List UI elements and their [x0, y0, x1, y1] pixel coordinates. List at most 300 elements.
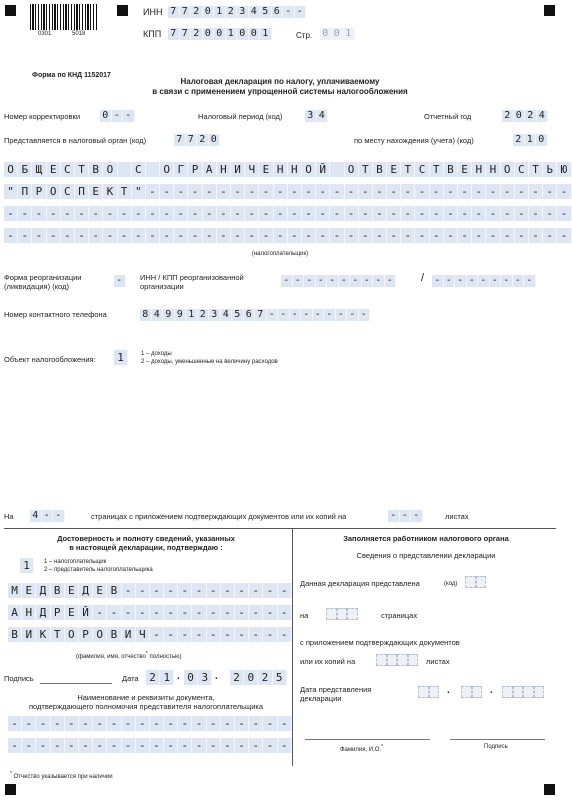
char-cell: "	[132, 184, 146, 199]
char-cell: Е	[65, 605, 79, 620]
char-cell: -	[501, 206, 515, 221]
char-cell	[502, 686, 513, 698]
sign-line[interactable]	[450, 739, 545, 740]
char-cell: -	[444, 228, 458, 243]
char-cell: -	[263, 605, 277, 620]
char-cell: -	[472, 228, 486, 243]
char-cell: -	[458, 228, 472, 243]
char-cell: -	[345, 228, 359, 243]
char-cell: -	[313, 309, 325, 321]
char-cell: -	[401, 184, 415, 199]
doc-title-2: подтверждающего полномочия представителя налогоплательщика	[28, 702, 264, 711]
char-cell: -	[467, 275, 479, 287]
char-cell: 1	[214, 6, 226, 18]
char-cell: -	[136, 605, 150, 620]
char-cell: -	[432, 275, 444, 287]
char-cell: -	[192, 716, 206, 731]
char-cell	[472, 686, 483, 698]
char-cell	[465, 576, 476, 588]
char-cell: -	[231, 206, 245, 221]
office-fio-caption-text: Фамилия, И.О.	[340, 747, 382, 753]
char-cell	[513, 686, 524, 698]
date-month-field[interactable]	[184, 670, 212, 685]
signer-field[interactable]	[20, 558, 34, 573]
char-cell: -	[93, 605, 107, 620]
date-year-field[interactable]	[230, 670, 287, 685]
char-cell: -	[79, 738, 93, 753]
char-cell: Н	[288, 162, 302, 177]
char-cell: 2	[226, 6, 238, 18]
char-cell: О	[4, 162, 18, 177]
char-cell: -	[118, 206, 132, 221]
sign-label: Подпись	[4, 674, 34, 683]
char-cell: -	[203, 206, 217, 221]
fio-caption	[76, 651, 181, 661]
char-cell: -	[4, 228, 18, 243]
char-cell: Н	[217, 162, 231, 177]
char-cell: -	[295, 6, 307, 18]
office-sheets-field[interactable]	[376, 654, 418, 666]
char-cell: -	[207, 716, 221, 731]
char-cell: -	[122, 738, 136, 753]
char-cell: 6	[244, 309, 256, 321]
char-cell: 1	[20, 558, 34, 573]
char-cell: -	[178, 583, 192, 598]
char-cell: -	[18, 206, 32, 221]
char-cell: -	[293, 275, 305, 287]
char-cell: -	[278, 605, 292, 620]
char-cell: -	[51, 738, 65, 753]
corner-marker	[544, 5, 555, 16]
char-cell	[429, 686, 440, 698]
char-cell: -	[36, 716, 50, 731]
fio-caption-star: *	[145, 651, 148, 657]
taxpayer-line-1[interactable]	[4, 162, 572, 177]
char-cell: -	[444, 184, 458, 199]
char-cell: 7	[180, 6, 192, 18]
char-cell: 2	[146, 670, 160, 685]
char-cell: -	[359, 206, 373, 221]
barcode-number: 5018	[72, 31, 86, 37]
date-dot: .	[447, 685, 450, 696]
char-cell: -	[93, 716, 107, 731]
char-cell: 0	[100, 110, 112, 122]
char-cell: -	[118, 228, 132, 243]
char-cell: -	[330, 228, 344, 243]
char-cell: 0	[203, 28, 215, 40]
office-date-month[interactable]	[461, 686, 482, 698]
char-cell: -	[359, 228, 373, 243]
char-cell: 2	[191, 6, 203, 18]
char-cell	[376, 654, 387, 666]
char-cell: -	[221, 716, 235, 731]
char-cell: -	[501, 275, 513, 287]
char-cell: -	[22, 738, 36, 753]
char-cell: Р	[79, 627, 93, 642]
doc-line-1[interactable]	[8, 716, 292, 731]
char-cell: -	[32, 206, 46, 221]
char-cell: Р	[32, 184, 46, 199]
form-title-line1: Налоговая декларация по налогу, уплачиваемому	[180, 77, 380, 86]
taxobject-field[interactable]	[114, 350, 128, 365]
char-cell: -	[178, 605, 192, 620]
char-cell: -	[543, 228, 557, 243]
pages-count-field[interactable]	[30, 510, 65, 522]
char-cell: -	[65, 716, 79, 731]
char-cell: -	[164, 605, 178, 620]
reorg-kpp-field[interactable]	[432, 275, 536, 287]
office-sheets-label: листах	[426, 657, 450, 666]
char-cell: -	[61, 228, 75, 243]
taxpayer-line-3[interactable]	[4, 206, 572, 221]
char-cell: Ч	[245, 162, 259, 177]
char-cell: -	[415, 184, 429, 199]
char-cell: -	[557, 184, 571, 199]
char-cell: -	[373, 228, 387, 243]
char-cell: -	[217, 228, 231, 243]
phone-field[interactable]	[140, 309, 370, 321]
char-cell: -	[513, 275, 525, 287]
char-cell: -	[42, 510, 54, 522]
char-cell: -	[301, 309, 313, 321]
char-cell: -	[336, 309, 348, 321]
char-cell: 0	[249, 28, 261, 40]
char-cell: Щ	[32, 162, 46, 177]
char-cell: Й	[316, 162, 330, 177]
char-cell: 2	[230, 670, 244, 685]
tax-office-subtitle: Сведения о представлении декларации	[356, 551, 496, 560]
reorg-inn-field[interactable]	[281, 275, 396, 287]
char-cell: Ч	[136, 627, 150, 642]
corner-marker	[5, 5, 16, 16]
footnote-text: Отчество указывается при наличии	[13, 774, 113, 780]
doc-line-2[interactable]	[8, 738, 292, 753]
char-cell: -	[164, 583, 178, 598]
char-cell: -	[302, 206, 316, 221]
char-cell: 7	[180, 28, 192, 40]
signer-option-2: 2 – представитель налогоплательщика	[44, 567, 153, 573]
location-field[interactable]	[513, 134, 548, 146]
char-cell: -	[107, 738, 121, 753]
char-cell	[337, 608, 348, 620]
char-cell: Т	[359, 162, 373, 177]
char-cell: -	[36, 738, 50, 753]
char-cell: -	[89, 228, 103, 243]
char-cell: С	[415, 162, 429, 177]
char-cell: -	[245, 206, 259, 221]
char-cell: -	[490, 275, 502, 287]
char-cell	[397, 654, 408, 666]
char-cell: Е	[259, 162, 273, 177]
pages-middle: страницах с приложением подтверждающих документов или их копий на	[91, 512, 347, 521]
char-cell: В	[107, 627, 121, 642]
char-cell: -	[150, 583, 164, 598]
char-cell: -	[164, 716, 178, 731]
date-day-field[interactable]	[146, 670, 174, 685]
kpp-field[interactable]	[168, 28, 272, 40]
char-cell: -	[302, 228, 316, 243]
char-cell: -	[472, 206, 486, 221]
char-cell: Т	[118, 184, 132, 199]
char-cell: -	[122, 605, 136, 620]
char-cell: 8	[140, 309, 152, 321]
char-cell: -	[444, 206, 458, 221]
char-cell: -	[107, 605, 121, 620]
char-cell: -	[316, 206, 330, 221]
char-cell: -	[362, 275, 374, 287]
char-cell: -	[345, 184, 359, 199]
office-pages-field[interactable]	[326, 608, 358, 620]
patronymic-field[interactable]	[8, 627, 292, 642]
char-cell: П	[18, 184, 32, 199]
year-field[interactable]	[502, 110, 548, 122]
char-cell: О	[302, 162, 316, 177]
char-cell: -	[458, 184, 472, 199]
char-cell: -	[387, 184, 401, 199]
char-cell: Р	[51, 605, 65, 620]
char-cell: 2	[502, 110, 514, 122]
char-cell: -	[132, 206, 146, 221]
taxpayer-caption: (налогоплательщик)	[251, 251, 309, 257]
char-cell: -	[543, 206, 557, 221]
code-label: (код)	[444, 581, 458, 587]
char-cell: 0	[244, 670, 258, 685]
char-cell: 4	[221, 309, 233, 321]
char-cell: -	[249, 627, 263, 642]
confirm-title-2: в настоящей декларации, подтверждаю :	[69, 543, 223, 552]
char-cell: -	[430, 206, 444, 221]
office-date-year[interactable]	[502, 686, 544, 698]
char-cell: -	[221, 627, 235, 642]
reorg-separator: /	[421, 272, 425, 284]
char-cell: -	[486, 184, 500, 199]
fio-line[interactable]	[305, 739, 430, 740]
char-cell: -	[150, 716, 164, 731]
char-cell: -	[79, 716, 93, 731]
kpp-label: КПП	[143, 29, 162, 39]
char-cell: -	[263, 738, 277, 753]
char-cell: -	[501, 184, 515, 199]
form-title-line2: в связи с применением упрощенной системы налогообложения	[152, 87, 408, 96]
char-cell: -	[61, 206, 75, 221]
office-date-day[interactable]	[418, 686, 439, 698]
char-cell: -	[136, 716, 150, 731]
char-cell: С	[515, 162, 529, 177]
char-cell: 1	[525, 134, 537, 146]
taxobject-option-2: 2 – доходы, уменьшенные на величину расходов	[141, 359, 278, 365]
on-label: на	[300, 611, 309, 620]
char-cell	[418, 686, 429, 698]
char-cell: 0	[237, 28, 249, 40]
char-cell: 5	[273, 670, 287, 685]
char-cell: -	[146, 206, 160, 221]
char-cell: -	[188, 228, 202, 243]
char-cell: С	[61, 184, 75, 199]
char-cell: 0	[536, 134, 548, 146]
char-cell: -	[160, 228, 174, 243]
date-label: Дата	[122, 674, 139, 683]
char-cell: В	[444, 162, 458, 177]
char-cell: С	[61, 162, 75, 177]
char-cell: 0	[320, 28, 332, 40]
date-dot: .	[490, 685, 493, 696]
char-cell: -	[249, 716, 263, 731]
footnote-star: *	[10, 771, 12, 777]
char-cell: Е	[22, 583, 36, 598]
char-cell: -	[235, 738, 249, 753]
char-cell: И	[231, 162, 245, 177]
char-cell: -	[188, 206, 202, 221]
char-cell: -	[146, 228, 160, 243]
barcode-number: 0301	[38, 31, 52, 37]
char-cell: 0	[184, 670, 198, 685]
char-cell: Д	[36, 605, 50, 620]
char-cell: Й	[79, 605, 93, 620]
char-cell: -	[132, 228, 146, 243]
page-field[interactable]	[320, 28, 355, 40]
char-cell: -	[359, 309, 371, 321]
taxpayer-line-2[interactable]	[4, 184, 572, 199]
name-field[interactable]	[8, 605, 292, 620]
char-cell: П	[75, 184, 89, 199]
char-cell: -	[249, 605, 263, 620]
taxobject-option-1: 1 – доходы	[141, 351, 172, 357]
char-cell: -	[385, 275, 397, 287]
char-cell: -	[178, 738, 192, 753]
char-cell	[146, 162, 160, 177]
char-cell: -	[373, 184, 387, 199]
char-cell: -	[278, 627, 292, 642]
char-cell: -	[75, 228, 89, 243]
char-cell: Ю	[557, 162, 571, 177]
tax-office-title: Заполняется работником налогового органа	[343, 534, 509, 543]
char-cell: -	[235, 716, 249, 731]
char-cell: -	[401, 206, 415, 221]
char-cell: -	[8, 738, 22, 753]
inn-field[interactable]	[168, 6, 306, 18]
sheets-field[interactable]	[388, 510, 423, 522]
reorg-form-field[interactable]	[114, 275, 126, 287]
phone-label: Номер контактного телефона	[4, 310, 107, 319]
char-cell: "	[4, 184, 18, 199]
char-cell: -	[411, 510, 423, 522]
year-label: Отчетный год	[424, 112, 472, 121]
corner-marker	[544, 784, 555, 795]
char-cell: -	[290, 309, 302, 321]
char-cell: -	[53, 510, 65, 522]
surname-field[interactable]	[8, 583, 292, 598]
char-cell: -	[288, 206, 302, 221]
char-cell: -	[164, 627, 178, 642]
char-cell: -	[192, 738, 206, 753]
correction-field[interactable]	[100, 110, 135, 122]
char-cell: -	[221, 583, 235, 598]
char-cell: -	[288, 228, 302, 243]
char-cell: 9	[175, 309, 187, 321]
char-cell: Е	[89, 184, 103, 199]
char-cell: -	[529, 184, 543, 199]
char-cell: -	[515, 206, 529, 221]
char-cell: 4	[249, 6, 261, 18]
presented-code-field[interactable]	[465, 576, 486, 588]
char-cell: -	[122, 716, 136, 731]
char-cell: 0	[214, 28, 226, 40]
char-cell: -	[174, 184, 188, 199]
office-sign-caption: Подпись	[484, 744, 508, 750]
char-cell: -	[415, 228, 429, 243]
char-cell: -	[373, 275, 385, 287]
char-cell: Т	[401, 162, 415, 177]
char-cell: О	[160, 162, 174, 177]
taxpayer-line-4[interactable]	[4, 228, 572, 243]
char-cell: -	[472, 184, 486, 199]
char-cell: -	[8, 716, 22, 731]
char-cell: -	[501, 228, 515, 243]
char-cell: -	[231, 228, 245, 243]
authority-field[interactable]	[174, 134, 220, 146]
char-cell: -	[274, 228, 288, 243]
char-cell: -	[192, 627, 206, 642]
char-cell: -	[192, 605, 206, 620]
char-cell: -	[136, 738, 150, 753]
reorg-form-label: Форма реорганизации	[4, 273, 82, 282]
correction-label: Номер корректировки	[4, 112, 81, 121]
char-cell: -	[22, 716, 36, 731]
char-cell: Н	[472, 162, 486, 177]
char-cell: -	[557, 228, 571, 243]
char-cell: -	[288, 184, 302, 199]
char-cell: -	[387, 206, 401, 221]
pages-suffix: листах	[445, 512, 469, 521]
char-cell: -	[345, 206, 359, 221]
char-cell: -	[330, 184, 344, 199]
char-cell: -	[267, 309, 279, 321]
char-cell: -	[478, 275, 490, 287]
char-cell: -	[160, 206, 174, 221]
char-cell: О	[65, 627, 79, 642]
char-cell: -	[263, 627, 277, 642]
char-cell: -	[524, 275, 536, 287]
section-divider	[4, 528, 556, 529]
char-cell: -	[263, 583, 277, 598]
sign-line[interactable]	[40, 683, 112, 684]
char-cell: -	[259, 184, 273, 199]
char-cell: -	[192, 583, 206, 598]
copies-label: или их копий на	[300, 657, 356, 666]
char-cell: -	[347, 309, 359, 321]
char-cell: 1	[260, 28, 272, 40]
char-cell: В	[51, 583, 65, 598]
char-cell: Е	[387, 162, 401, 177]
char-cell: -	[136, 583, 150, 598]
char-cell: 2	[258, 670, 272, 685]
period-field[interactable]	[305, 110, 328, 122]
char-cell: 2	[198, 309, 210, 321]
char-cell: 5	[232, 309, 244, 321]
char-cell: -	[278, 583, 292, 598]
char-cell: -	[235, 605, 249, 620]
char-cell: -	[400, 510, 412, 522]
char-cell: -	[178, 716, 192, 731]
char-cell: -	[150, 605, 164, 620]
char-cell: М	[8, 583, 22, 598]
char-cell: 3	[237, 6, 249, 18]
inn-label: ИНН	[143, 7, 163, 17]
char-cell	[461, 686, 472, 698]
char-cell: 7	[186, 134, 198, 146]
char-cell: 9	[163, 309, 175, 321]
char-cell	[408, 654, 419, 666]
